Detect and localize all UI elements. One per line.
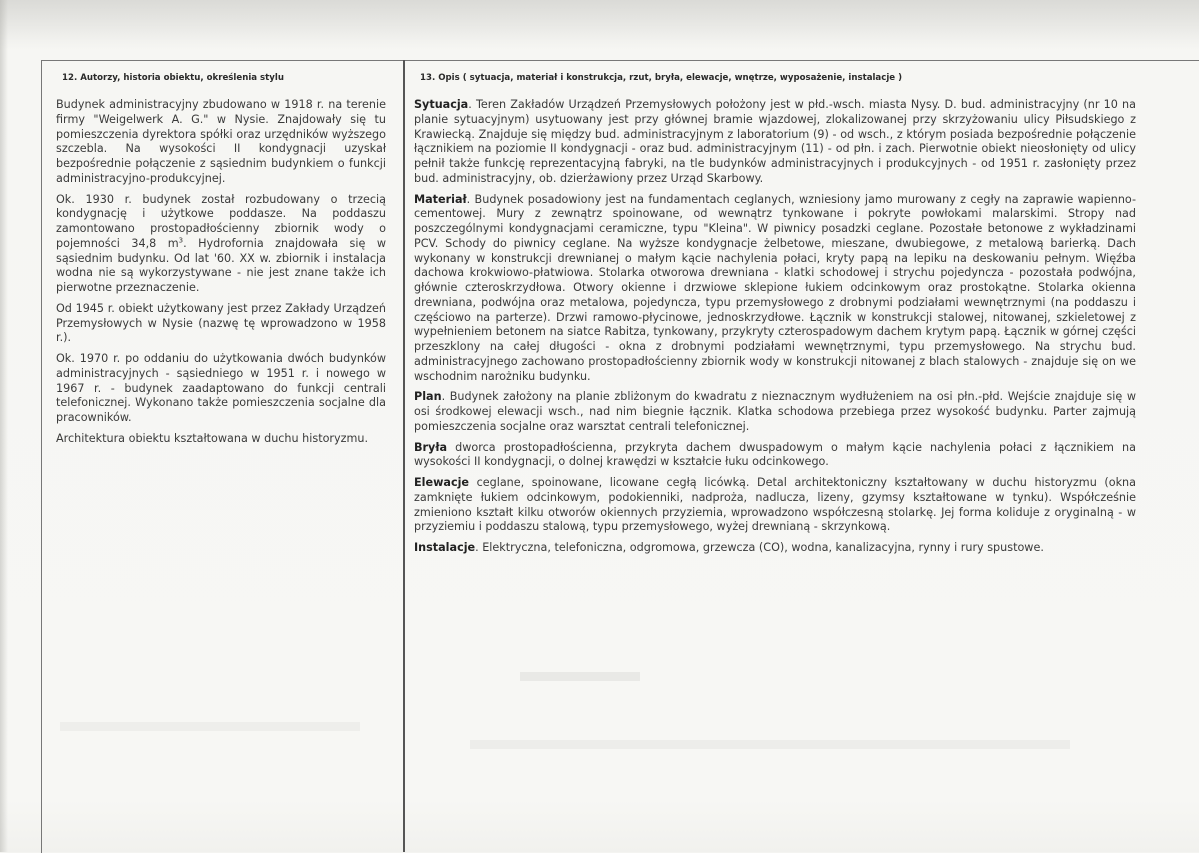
description-plan xyxy=(414,390,1136,434)
text-installations: . Elektryczna, telefoniczna, odgromowa, grzewcza (CO), wodna, kanalizacyjna, rynny i rury spustowe. xyxy=(475,541,1044,554)
bleed-through-mark xyxy=(60,722,360,731)
history-paragraph: Od 1945 r. obiekt użytkowany jest przez Zakłady Urządzeń Przemysłowych w Nysie (nazwę tę wprowadzono w 1958 r.). xyxy=(56,301,386,345)
text-situation: . Teren Zakładów Urządzeń Przemysłowych położony jest w płd.-wsch. miasta Nysy. D. bud. administracyjny (nr 10 na planie sytuacyjnym) usytuowany jest przy głównej bramie wjazdowej, zlokalizowanej przy skrzyżowaniu ulicy Piłsudskiego z Krawiecką. Znajduje się między bud. administracyjnym z laboratorium (9) - od wsch., z którym posiada bezpośrednie połączenie łącznikiem na poziomie II kondygnacji - oraz bud. administracyjnym (11) - od płn. i zach. Pierwotnie obiekt nieosłonięty od ulicy pełnił także funkcję reprezentacyjną fabryki, na tle budynków administracyjnych i produkcyjnych - od 1951 r. zasłonięty przez bud. administracyjny, ob. dzierżawiony przez Urząd Skarbowy. xyxy=(414,98,1136,185)
label-mass: Bryła xyxy=(414,440,448,454)
history-paragraph: Budynek administracyjny zbudowano w 1918 r. na terenie firmy "Weigelwerk A. G." w Nysie. Znajdowały się tu pomieszczenia dyrektora spółki oraz urzędników wyższego szczebla. Na wysokości II kondygnacji uzyskał bezpośrednie połączenie z sąsiednim budynkiem o funkcji administracyjno-produkcyjnej. xyxy=(56,98,386,185)
section-heading-history: 12. Autorzy, historia obiektu, określenia stylu xyxy=(62,73,284,83)
description-elevations xyxy=(414,476,1136,535)
extension-text: Ok. 1930 r. budynek został rozbudowany o trzecią kondygnację i użytkowe poddasze. Na poddaszu zamontowano prostopadłościenny zbiornik wody o pojemności 34,8 m xyxy=(56,192,386,250)
description-situation xyxy=(414,98,1136,187)
description-mass xyxy=(414,441,1136,471)
history-paragraph: Ok. 1970 r. po oddaniu do użytkowania dwóch budynków administracyjnych - sąsiedniego w 1951 r. i nowego w 1967 r. - budynek zaadaptowano do funkcji centrali telefonicznej. Wykonano także pomieszczenia socjalne dla pracowników. xyxy=(56,352,386,424)
label-situation: Sytuacja xyxy=(414,98,469,111)
text-mass: dworca prostopadłościenna, przykryta dachem dwuspadowym o małym kącie nachylenia połaci z łącznikiem na wysokości II kondygnacji, o dolnej krawędzi w kształcie łuku odcinkowego. xyxy=(414,440,1136,469)
description-material xyxy=(414,193,1136,385)
right-column xyxy=(414,72,1136,562)
section-heading-description: 13. Opis ( sytuacja, materiał i konstrukcja, rzut, bryła, elewacje, wnętrze, wyposażenie, instalacje ) xyxy=(420,73,903,83)
scan-edge xyxy=(0,0,8,852)
label-installations: Instalacje xyxy=(414,541,476,554)
text-plan: . Budynek założony na planie zbliżonym do kwadratu z nieznacznym wydłużeniem na osi płn.-płd. Wejście znajduje się w osi środkowej elewacji wsch., nad nim biegnie łącznik. Klatka schodowa przebiega przez wysokość budynku. Parter zajmują pomieszczenia socjalne oraz warsztat centrali telefonicznej. xyxy=(414,390,1136,433)
label-plan: Plan xyxy=(414,390,442,404)
column-divider xyxy=(403,60,405,852)
label-material: Materiał xyxy=(414,192,467,206)
history-paragraph: Architektura obiektu kształtowana w duchu historyzmu. xyxy=(56,431,369,445)
description-installations xyxy=(414,541,1136,556)
bleed-through-mark xyxy=(470,740,1070,749)
text-elevations: ceglane, spoinowane, licowane cegłą licówką. Detal architektoniczny kształtowany w duchu historyzmu (okna zamknięte łukiem odcinkowym, podokienniki, nadproża, nadlucza, lizeny, gzymsy kształtowane w tynku). Współcześnie zmieniono kształt kilku otworów okiennych przyziemia, wprowadzono współczesną stolarkę. Jej forma koliduje z oryginalną - w przyziemiu i poddaszu stalową, typu przemysłowego, wyżej drewnianą - skrzynkową. xyxy=(414,476,1136,534)
superscript-three: 3 xyxy=(178,236,184,245)
scan-shadow xyxy=(0,0,1199,50)
text-material: . Budynek posadowiony jest na fundamentach ceglanych, wzniesiony jamo murowany z cegły na zaprawie wapienno-cementowej. Mury z zewnątrz spoinowane, od wewnątrz tynkowane i pokryte powłokami malarskimi. Stropy nad poszczególnymi kondygnacjami ceramiczne, typu "Kleina". W piwnicy posadzki ceglane. Pozostałe betonowe z wykładzinami PCV. Schody do piwnicy ceglane. Na wyższe kondygnacje żelbetowe, mieszane, dwubiegowe, z metalową barierką. Dach wykonany w konstrukcji drewnianej o małym kącie nachylenia połaci, kryty papą na lepiku na deskowaniu pełnym. Więźba dachowa krokwiowo-płatwiowa. Stolarka otworowa drewniana - klatki schodowej i strychu pojedyncza - pozostała podwójna, głównie czteroskrzydłowa. Otwory okienne i drzwiowe sklepione łukiem odcinkowym oraz prostokątne. Stolarka okienna drewniana, podwójna oraz metalowa, pojedyncza, typu przemysłowego z drobnymi podziałami wewnętrznymi (na poddaszu i częściowo na parterze). Drzwi ramowo-płycinowe, jednoskrzydłowe. Łącznik w konstrukcji stalowej, nitowanej, szkieletowej z wypełnieniem betonem na siatce Rabitza, tynkowany, przykryty czterospadowym dachem krytym papą. Łącznik w górnej części przeszklony na całej długości - okna z drobnymi podziałami wewnętrznymi, typu przemysłowego. Na strychu bud. administracyjnego zachowano prostopadłościenny zbiornik wody w konstrukcji nitowanej z blach stalowych - znajduje się on we wschodnim narożniku budynku. xyxy=(414,192,1136,383)
history-paragraph-extension xyxy=(56,193,386,296)
left-column xyxy=(56,72,386,453)
extension-text-tail: . Hydrofornia znajdowała się w sąsiednim budynku. Od lat '60. XX w. zbiornik i instalacja wodna nie są wykorzystywane - nie jest znane także ich pierwotne przeznaczenie. xyxy=(56,236,386,294)
bleed-through-mark xyxy=(520,672,640,681)
label-elevations: Elewacje xyxy=(414,476,470,489)
